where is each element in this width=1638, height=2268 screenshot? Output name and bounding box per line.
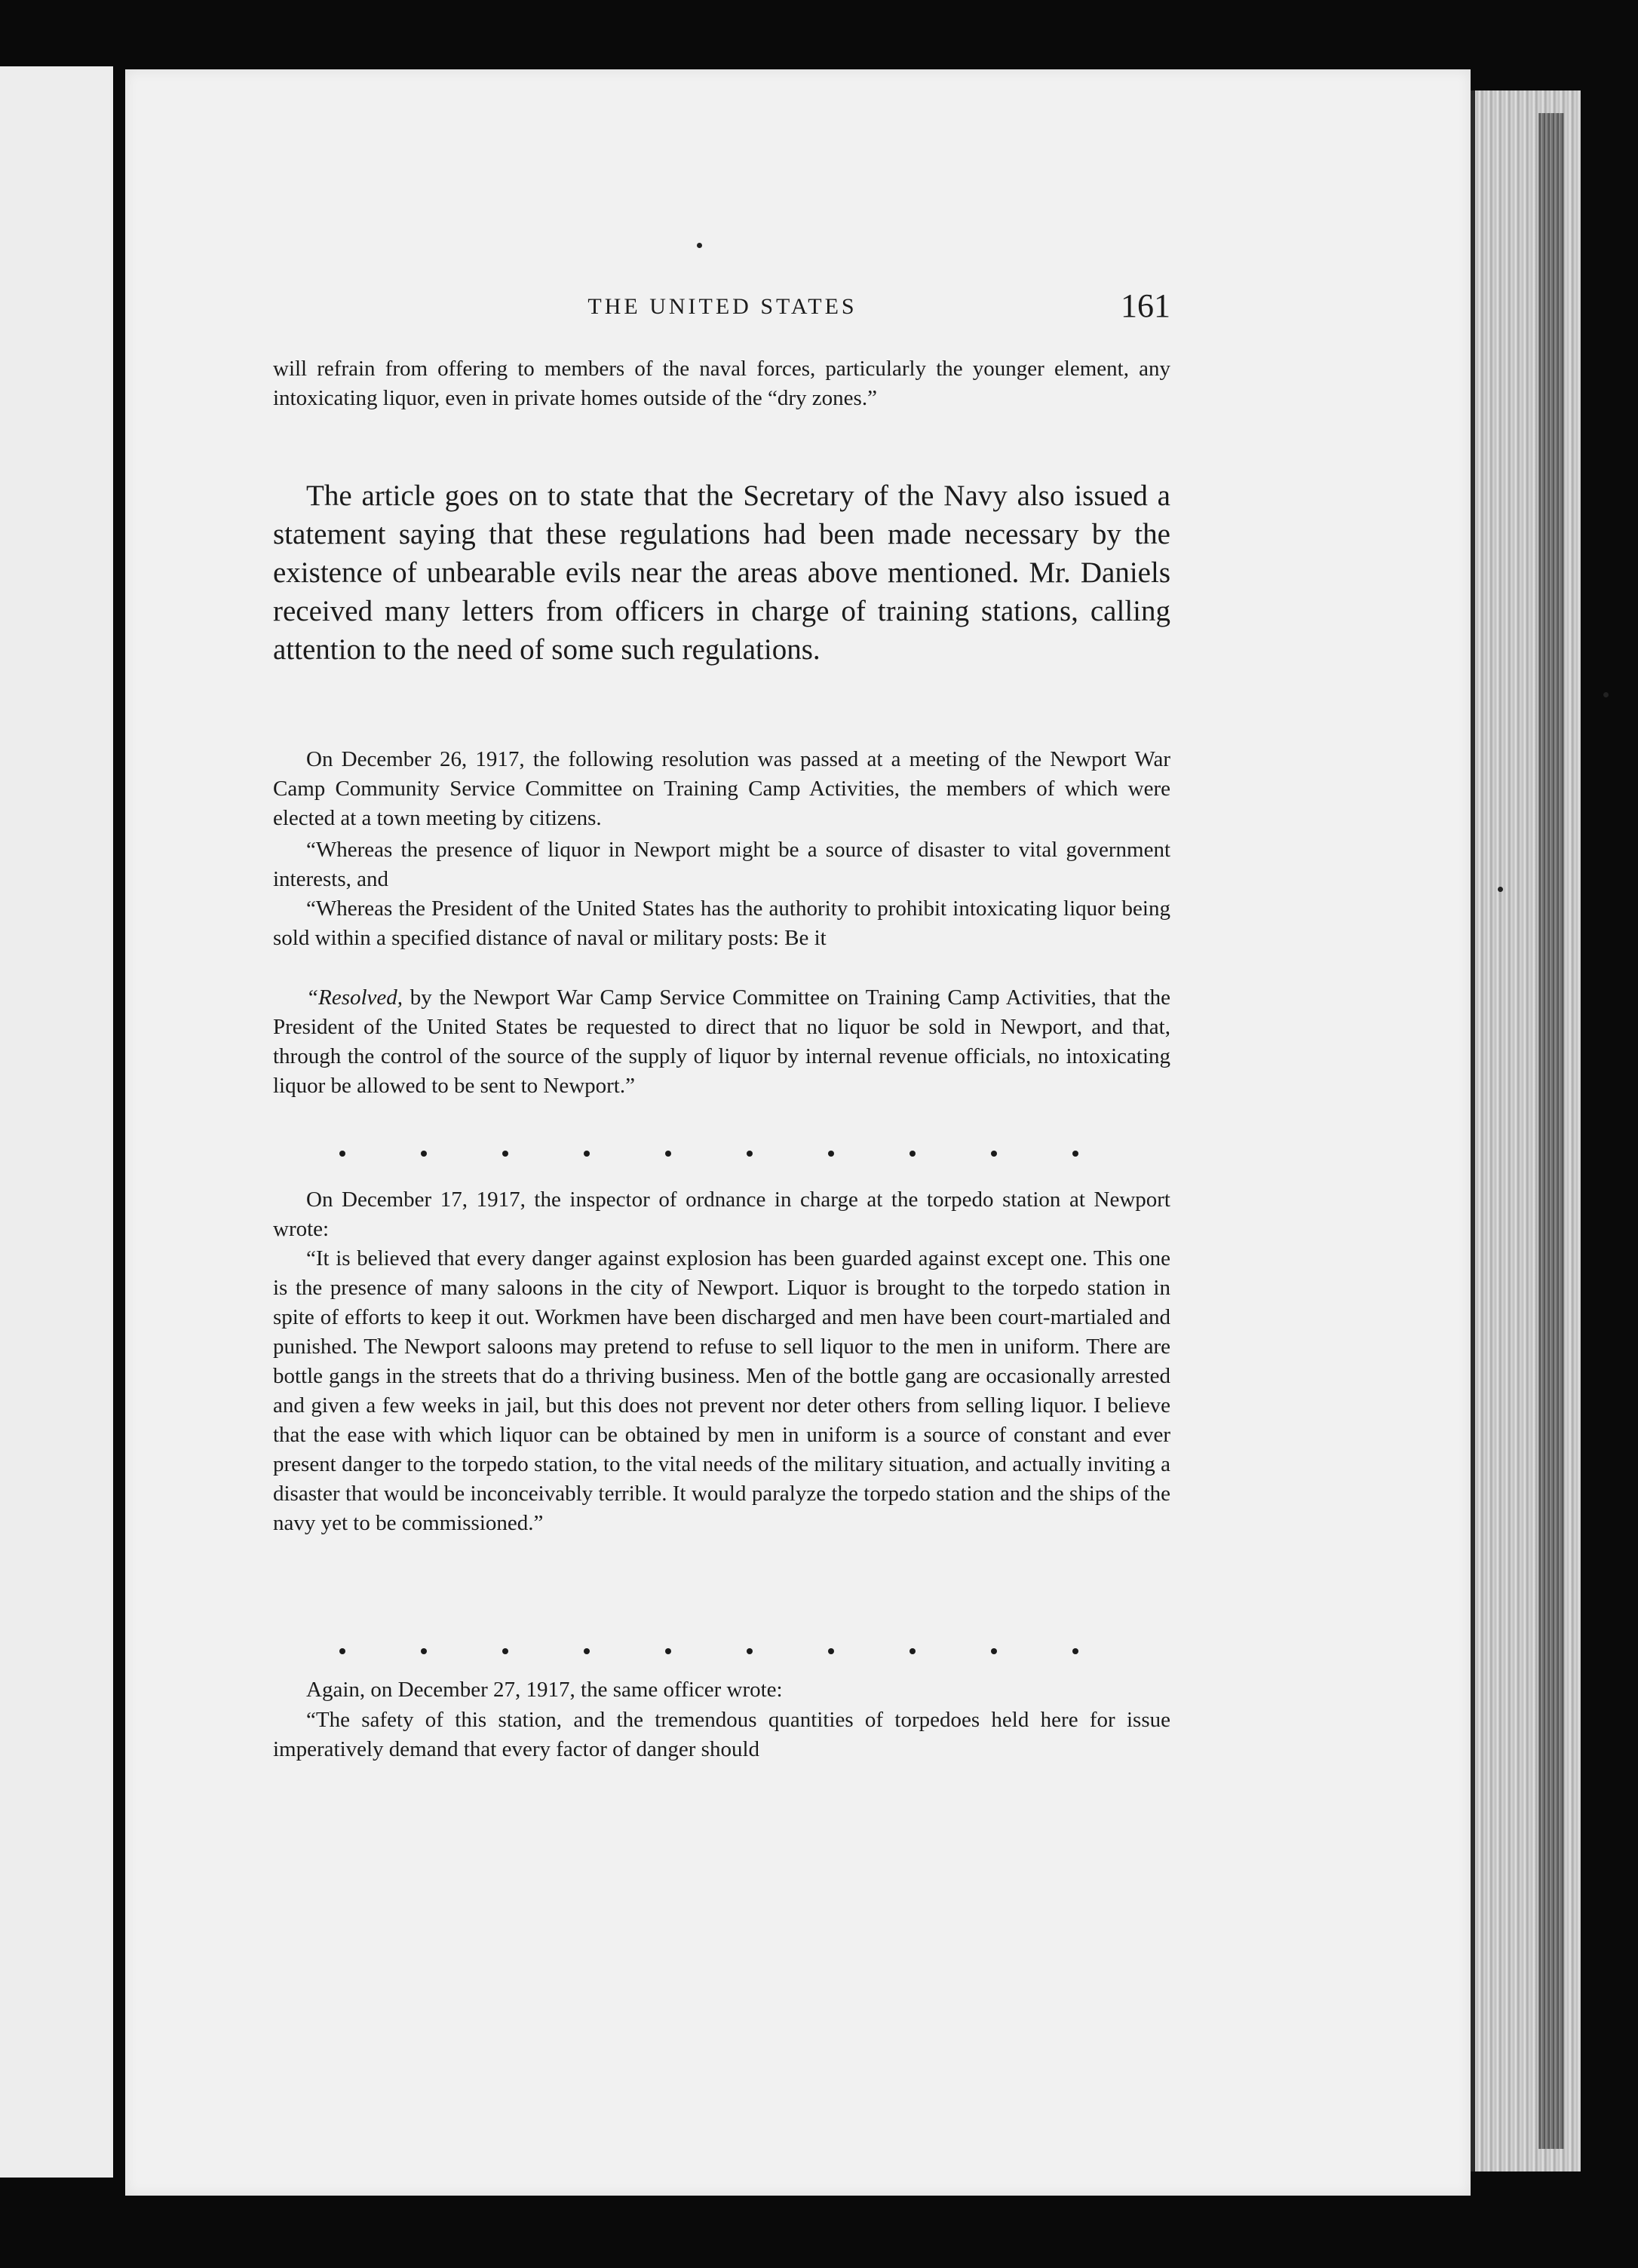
again-quote: “The safety of this station, and the tremendous quantities of torpedoes held here for issue imperatively demand that every factor of danger should — [273, 1708, 1170, 1761]
ellipsis-row-1 — [339, 1151, 1078, 1157]
scan-speck — [1498, 887, 1503, 892]
facing-page-edge — [0, 66, 113, 2178]
inspector-intro: On December 17, 1917, the inspector of ordnance in charge at the torpedo station at Newport wrote: — [273, 1188, 1170, 1241]
scan-speck — [1603, 692, 1609, 697]
whereas-clause-2: “Whereas the President of the United States has the authority to prohibit intoxicating liquor being sold within a specified distance of naval or military posts: Be it — [273, 896, 1170, 950]
resolution-intro: On December 26, 1917, the following resolution was passed at a meeting of the Newport War Camp Community Service Committee on Training Camp Activities, the members of which were elected at a town meeting by citizens. — [273, 747, 1170, 830]
again-intro: Again, on December 27, 1917, the same officer wrote: — [306, 1678, 783, 1702]
page-header — [275, 287, 1170, 335]
inspector-quote: “It is believed that every danger against explosion has been guarded against except one. This one is the presence of many saloons in the city of Newport. Liquor is brought to the torpedo station in spite of efforts to keep it out. Workmen have been discharged and men have been court-martialed and punished. The Newport saloons may pretend to refuse to sell liquor to the men in uniform. There are bottle gangs in the streets that do a thriving business. Men of the bottle gang are occasionally arrested and given a few weeks in jail, but this does not prevent nor deter others from selling liquor. I believe that the ease with which liquor can be obtained by men in uniform is a source of constant and ever present danger to the torpedo station, to the vital needs of the military situation, and actually inviting a disaster that would be inconceivably terrible. It would paralyze the torpedo station and the ships of the navy yet to be commissioned.” — [273, 1246, 1170, 1535]
page-number: 161 — [1121, 287, 1170, 324]
book-page-edges-inner — [1538, 113, 1564, 2149]
main-paragraph: The article goes on to state that the Secretary of the Navy also issued a statement saying that these regulations had been made necessary by the existence of unbearable evils near the areas above mentioned. Mr. Daniels received many letters from officers in charge of training stations, calling attention to the need of some such regulations. — [273, 480, 1170, 666]
book-page-edges — [1471, 90, 1581, 2171]
scan-speck — [697, 243, 702, 248]
resolved-clause — [273, 983, 1170, 1101]
continued-quote: will refrain from offering to members of the naval forces, particularly the younger element, any intoxicating liquor, even in private homes outside of the “dry zones.” — [273, 357, 1170, 410]
ellipsis-row-2 — [339, 1648, 1078, 1654]
whereas-clause-1: “Whereas the presence of liquor in Newport might be a source of disaster to vital government interests, and — [273, 838, 1170, 891]
resolved-text: by the Newport War Camp Service Committee on Training Camp Activities, that the President of the United States be requested to direct that no liquor be sold in Newport, and that, through the control of the source of the supply of liquor by internal revenue officials, no intoxicating liquor be allowed to be sent to Newport.” — [273, 985, 1170, 1098]
running-head: THE UNITED STATES — [587, 294, 857, 319]
resolved-label: “Resolved, — [306, 985, 403, 1010]
